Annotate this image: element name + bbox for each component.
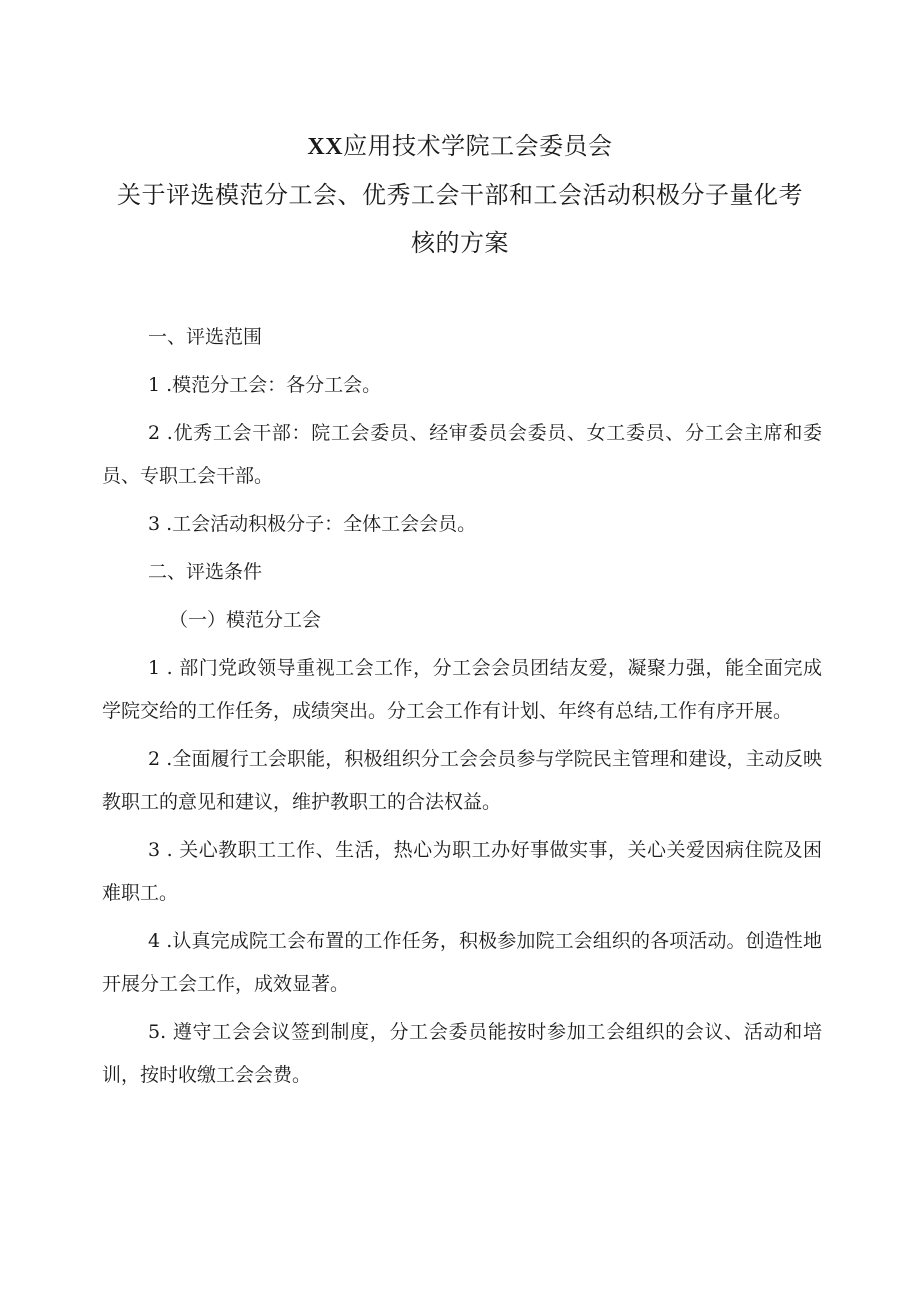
title-line-2: 关于评选模范分工会、优秀工会干部和工会活动积极分子量化考 [117,181,803,209]
criteria-item-1: 1 . 部门党政领导重视工会工作，分工会会员团结友爱，凝聚力强，能全面完成学院交给的工作任务，成绩突出。分工会工作有计划、年终有总结,工作有序开展。 [102,657,822,722]
section-heading-scope: 一、评选范围 [148,326,263,348]
criteria-item-4: 4 .认真完成院工会布置的工作任务，积极参加院工会组织的各项活动。创造性地开展分工会工作，成效显著。 [102,930,822,995]
title-prefix: XX [307,134,344,160]
document-body [102,316,822,1102]
scope-item-2: 2 .优秀工会干部：院工会委员、经审委员会委员、女工委员、分工会主席和委员、专职工会干部。 [102,422,822,487]
criteria-item-5: 5. 遵守工会会议签到制度，分工会委员能按时参加工会组织的会议、活动和培训，按时收缴工会会费。 [102,1021,822,1086]
document-title [100,122,820,267]
title-line-1 [100,122,820,171]
criteria-item-2: 2 .全面履行工会职能，积极组织分工会会员参与学院民主管理和建设，主动反映教职工的意见和建议，维护教职工的合法权益。 [102,748,822,813]
section-heading-criteria: 二、评选条件 [148,561,263,583]
scope-item-1: 1 .模范分工会：各分工会。 [148,374,382,396]
title-org: 应用技术学院工会委员会 [343,132,613,160]
title-line-3: 核的方案 [411,229,509,257]
criteria-item-3: 3 . 关心教职工工作、生活，热心为职工办好事做实事，关心关爱因病住院及困难职工。 [102,839,822,904]
scope-item-3: 3 .工会活动积极分子：全体工会会员。 [148,513,477,535]
subsection-heading-model-branch: （一）模范分工会 [169,609,322,631]
